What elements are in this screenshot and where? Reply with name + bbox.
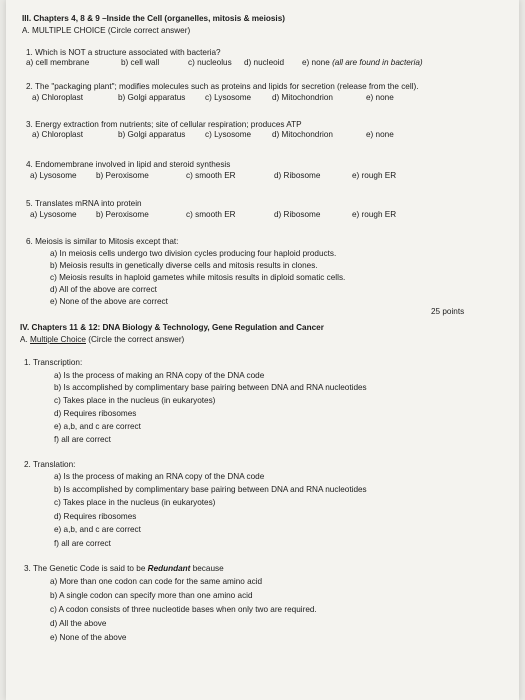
option-a[interactable]: a) Chloroplast	[32, 130, 83, 139]
option-d[interactable]: d) nucleoid	[244, 58, 285, 67]
points-label: 25 points	[431, 307, 465, 316]
option-d[interactable]: d) Mitochondrion	[272, 130, 333, 139]
option-e[interactable]: e) None of the above	[50, 633, 127, 642]
option-d[interactable]: d) Ribosome	[274, 171, 321, 180]
option-b[interactable]: b) Peroxisome	[96, 171, 149, 180]
option-e[interactable]: e) none	[366, 130, 394, 139]
option-c[interactable]: c) Takes place in the nucleus (in eukaryotes)	[54, 396, 216, 405]
option-b[interactable]: b) cell wall	[121, 58, 160, 67]
question-4-1: 1. Transcription:	[24, 358, 83, 367]
question-4-2: 2. Translation:	[24, 460, 76, 469]
subtitle-prefix: A.	[20, 335, 31, 344]
question-prefix: 3. The Genetic Code is said to be	[24, 564, 148, 573]
section-3-subtitle: A. MULTIPLE CHOICE (Circle correct answer)	[22, 26, 191, 35]
option-c[interactable]: c) smooth ER	[186, 171, 236, 180]
section-4-subtitle	[20, 335, 184, 345]
question-3-3: 3. Energy extraction from nutrients; site of cellular respiration; produces ATP	[26, 120, 302, 129]
option-d[interactable]: d) All of the above are correct	[50, 285, 157, 294]
option-a[interactable]: a) Is the process of making an RNA copy of the DNA code	[54, 371, 265, 380]
question-emphasis: Redundant	[147, 564, 191, 573]
option-a[interactable]: a) Chloroplast	[32, 93, 83, 102]
option-a[interactable]: a) More than one codon can code for the same amino acid	[50, 577, 263, 586]
question-suffix: because	[190, 564, 224, 573]
option-f[interactable]: f) all are correct	[54, 539, 111, 548]
option-b[interactable]: b) Is accomplished by complimentary base pairing between DNA and RNA nucleotides	[54, 485, 367, 494]
option-b[interactable]: b) Golgi apparatus	[118, 130, 186, 139]
question-3-4: 4. Endomembrane involved in lipid and steroid synthesis	[26, 160, 231, 169]
exam-page	[6, 0, 519, 700]
subtitle-rest: (Circle the correct answer)	[86, 335, 185, 344]
option-d[interactable]: d) Requires ribosomes	[54, 512, 137, 521]
option-b[interactable]: b) A single codon can specify more than one amino acid	[50, 591, 253, 600]
option-e[interactable]: e) a,b, and c are correct	[54, 422, 141, 431]
option-c[interactable]: c) Takes place in the nucleus (in eukaryotes)	[54, 498, 216, 507]
option-e[interactable]	[302, 58, 423, 68]
option-a[interactable]: a) In meiosis cells undergo two division cycles producing four haploid products.	[50, 249, 337, 258]
option-e[interactable]: e) rough ER	[352, 210, 397, 219]
option-c[interactable]: c) Lysosome	[205, 130, 252, 139]
option-c[interactable]: c) A codon consists of three nucleotide bases when only two are required.	[50, 605, 317, 614]
question-3-5: 5. Translates mRNA into protein	[26, 199, 142, 208]
subtitle-underlined: Multiple Choice	[30, 335, 86, 344]
option-e[interactable]: e) a,b, and c are correct	[54, 525, 141, 534]
option-b[interactable]: b) Golgi apparatus	[118, 93, 186, 102]
question-4-3	[24, 564, 224, 574]
option-c[interactable]: c) nucleolus	[188, 58, 232, 67]
option-a[interactable]: a) Lysosome	[30, 171, 77, 180]
section-4-title: IV. Chapters 11 & 12: DNA Biology & Technology, Gene Regulation and Cancer	[20, 323, 324, 332]
option-d[interactable]: d) Mitochondrion	[272, 93, 333, 102]
option-c[interactable]: c) Meiosis results in haploid gametes while mitosis results in diploid somatic cells.	[50, 273, 346, 282]
question-3-6: 6. Meiosis is similar to Mitosis except that:	[26, 237, 179, 246]
question-3-1: 1. Which is NOT a structure associated with bacteria?	[26, 48, 221, 57]
option-d[interactable]: d) Requires ribosomes	[54, 409, 137, 418]
option-f[interactable]: f) all are correct	[54, 435, 111, 444]
section-3-title: III. Chapters 4, 8 & 9 –Inside the Cell (organelles, mitosis & meiosis)	[22, 14, 285, 23]
option-a[interactable]: a) Is the process of making an RNA copy of the DNA code	[54, 472, 265, 481]
option-d[interactable]: d) All the above	[50, 619, 107, 628]
option-c[interactable]: c) smooth ER	[186, 210, 236, 219]
option-b[interactable]: b) Is accomplished by complimentary base pairing between DNA and RNA nucleotides	[54, 383, 367, 392]
option-a[interactable]: a) Lysosome	[30, 210, 77, 219]
option-b[interactable]: b) Meiosis results in genetically diverse cells and mitosis results in clones.	[50, 261, 318, 270]
option-e[interactable]: e) none	[366, 93, 394, 102]
option-e[interactable]: e) None of the above are correct	[50, 297, 168, 306]
question-3-2: 2. The "packaging plant"; modifies molecules such as proteins and lipids for secretion (release from the cell).	[26, 82, 419, 91]
option-e-label: e) none	[302, 58, 330, 67]
option-e-note: (all are found in bacteria)	[332, 58, 423, 67]
option-c[interactable]: c) Lysosome	[205, 93, 252, 102]
option-a[interactable]: a) cell membrane	[26, 58, 90, 67]
option-e[interactable]: e) rough ER	[352, 171, 397, 180]
option-d[interactable]: d) Ribosome	[274, 210, 321, 219]
option-b[interactable]: b) Peroxisome	[96, 210, 149, 219]
